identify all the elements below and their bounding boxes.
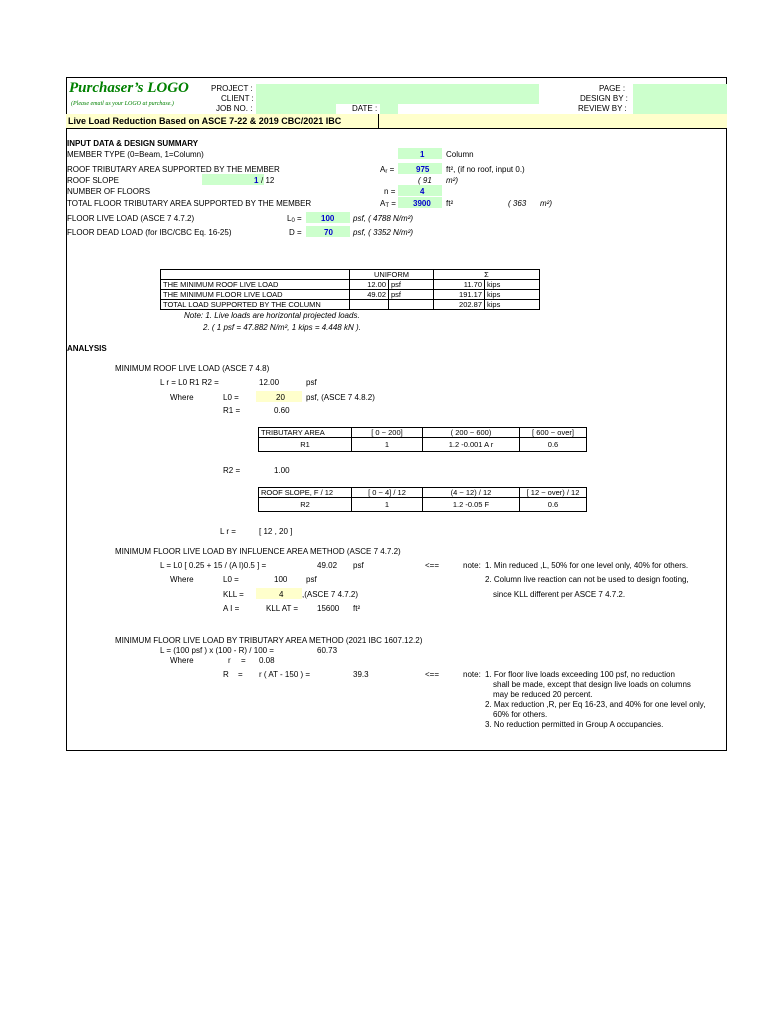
tributary-note-3: 3. No reduction permitted in Group A occupancies. — [485, 720, 664, 729]
floor-dead-label: FLOOR DEAD LOAD (for IBC/CBC Eq. 16-25) — [67, 228, 232, 237]
sheet-title: Live Load Reduction Based on ASCE 7-22 & 2019 CBC/2021 IBC — [68, 116, 342, 126]
job-label: JOB NO. : — [216, 104, 253, 113]
roof-live-title: MINIMUM ROOF LIVE LOAD (ASCE 7 4.8) — [115, 364, 270, 373]
lr-value: 12.00 — [259, 378, 280, 387]
influence-note-3: since KLL different per ASCE 7 4.7.2. — [493, 590, 626, 599]
note-label-1: note: — [463, 561, 481, 570]
r1-table: TRIBUTARY AREA [ 0 ~ 200] ( 200 ~ 600) [ 600 ~ over] R1 1 1.2 -0.001 A r 0.6 — [258, 427, 587, 452]
floor-live-symbol: L0 = — [287, 214, 302, 224]
floor-area-label: TOTAL FLOOR TRIBUTARY AREA SUPPORTED BY THE MEMBER — [67, 199, 312, 208]
big-r-symbol: R — [223, 670, 229, 679]
member-type-value: 1 — [420, 150, 425, 159]
client-label: CLIENT : — [221, 94, 254, 103]
influence-note-2: 2. Column live reaction can not be used to design footing, — [485, 575, 689, 584]
summary-table: UNIFORM Σ THE MINIMUM ROOF LIVE LOAD 12.00 psf 11.70 kips THE MINIMUM FLOOR LIVE LOAD 49.02 psf 191.17 kips TOTAL LOAD SUPPORTED BY THE COLUMN 202.87 kips — [160, 269, 540, 310]
floors-value: 4 — [420, 187, 425, 196]
roof-slope-value: 1 — [254, 176, 259, 185]
influence-unit: psf — [353, 561, 364, 570]
floor-dead-symbol: D = — [289, 228, 302, 237]
date-label: DATE : — [352, 104, 378, 113]
floor-area-metric-unit: m²) — [540, 199, 552, 208]
floor-live-label: FLOOR LIVE LOAD (ASCE 7 4.7.2) — [67, 214, 195, 223]
tributary-equation: L = (100 psf ) x (100 - R) / 100 = — [160, 646, 274, 655]
roof-area-metric-unit: m²) — [446, 176, 458, 185]
tributary-note-1: 1. For floor live loads exceeding 100 psf, no reduction — [485, 670, 675, 679]
summary-note-2: 2. ( 1 psf = 47.882 N/m², 1 kips = 4.448 kN ). — [203, 323, 361, 332]
project-label: PROJECT : — [211, 84, 253, 93]
input-section-heading: INPUT DATA & DESIGN SUMMARY — [67, 139, 199, 148]
r2-table: ROOF SLOPE, F / 12 [ 0 ~ 4] / 12 (4 ~ 12) / 12 [ 12 ~ over) / 12 R2 1 1.2 -0.05 F 0.6 — [258, 487, 587, 512]
r1-symbol: R1 = — [223, 406, 241, 415]
member-type-label: MEMBER TYPE (0=Beam, 1=Column) — [67, 150, 204, 159]
floor-area-symbol: AT = — [380, 199, 396, 209]
big-r-expression: r ( AT - 150 ) = — [259, 670, 311, 679]
analysis-heading: ANALYSIS — [67, 344, 107, 353]
floors-label: NUMBER OF FLOORS — [67, 187, 151, 196]
kll-symbol: KLL = — [223, 590, 244, 599]
where-label: Where — [170, 393, 194, 402]
member-type-text: Column — [446, 150, 474, 159]
floor-area-metric: ( 363 — [508, 199, 527, 208]
floor-live-unit: psf, ( 4788 N/m²) — [353, 214, 414, 223]
roof-area-metric: ( 91 — [418, 176, 432, 185]
ai-expression: KLL AT = — [266, 604, 299, 613]
r-symbol: r — [228, 656, 231, 665]
table-row: TOTAL LOAD SUPPORTED BY THE COLUMN 202.87 kips — [161, 300, 540, 310]
page-label: PAGE : — [599, 84, 626, 93]
tributary-note-1c: may be reduced 20 percent. — [493, 690, 593, 699]
tributary-note-1b: shall be made, except that design live loads on columns — [493, 680, 691, 689]
floor-dead-value: 70 — [324, 228, 333, 237]
job-no-field[interactable] — [256, 104, 336, 114]
r-value: 0.08 — [259, 656, 275, 665]
influence-value: 49.02 — [317, 561, 338, 570]
table-row: THE MINIMUM ROOF LIVE LOAD 12.00 psf 11.70 kips — [161, 280, 540, 290]
lr-equation: L r = L0 R1 R2 = — [160, 378, 219, 387]
tributary-note-2b: 60% for others. — [493, 710, 548, 719]
big-r-value: 39.3 — [353, 670, 369, 679]
date-field[interactable] — [380, 104, 398, 114]
roof-area-label: ROOF TRIBUTARY AREA SUPPORTED BY THE MEMBER — [67, 165, 280, 174]
ai-unit: ft² — [353, 604, 361, 613]
review-by-label: REVIEW BY : — [578, 104, 627, 113]
note-label-2: note: — [463, 670, 481, 679]
l0-reference: psf, (ASCE 7 4.8.2) — [306, 393, 375, 402]
influence-note-1: 1. Min reduced ,L, 50% for one level only, 40% for others. — [485, 561, 689, 570]
r2-value: 1.00 — [274, 466, 290, 475]
tributary-note-2: 2. Max reduction ,R, per Eq 16-23, and 40% for one level only, — [485, 700, 706, 709]
purchaser-logo: Purchaser’s LOGO — [69, 80, 189, 96]
floor-live-value: 100 — [321, 214, 335, 223]
summary-note-1: Note: 1. Live loads are horizontal projected loads. — [184, 311, 360, 320]
ai-value: 15600 — [317, 604, 340, 613]
kll-value: 4 — [279, 590, 284, 599]
page-design-review-fields[interactable] — [633, 84, 727, 114]
floor-area-value: 3900 — [413, 199, 431, 208]
where-label-2: Where — [170, 575, 194, 584]
l0-symbol-2: L0 = — [223, 575, 239, 584]
floor-dead-unit: psf, ( 3352 N/m²) — [353, 228, 414, 237]
logo-note: (Please email us your LOGO at purchase.) — [71, 101, 174, 107]
l0-unit-2: psf — [306, 575, 317, 584]
ai-symbol: A I = — [223, 604, 240, 613]
table-row: THE MINIMUM FLOOR LIVE LOAD 49.02 psf 191.17 kips — [161, 290, 540, 300]
kll-reference: ,(ASCE 7 4.7.2) — [302, 590, 359, 599]
where-label-3: Where — [170, 656, 194, 665]
l0-value-2: 100 — [274, 575, 288, 584]
r2-symbol: R2 = — [223, 466, 241, 475]
lr-range: [ 12 , 20 ] — [259, 527, 293, 536]
roof-slope-denominator: / 12 — [261, 176, 275, 185]
roof-area-symbol: Ar = — [380, 165, 395, 175]
arrow-2: <== — [425, 670, 440, 679]
influence-title: MINIMUM FLOOR LIVE LOAD BY INFLUENCE AREA METHOD (ASCE 7 4.7.2) — [115, 547, 401, 556]
design-by-label: DESIGN BY : — [580, 94, 628, 103]
lr-range-symbol: L r = — [220, 527, 236, 536]
lr-unit: psf — [306, 378, 317, 387]
project-client-field[interactable] — [256, 84, 539, 104]
r1-value: 0.60 — [274, 406, 290, 415]
l0-value: 20 — [276, 393, 285, 402]
roof-area-value: 975 — [416, 165, 430, 174]
l0-symbol: L0 = — [223, 393, 239, 402]
roof-area-unit: ft², (if no roof, input 0.) — [446, 165, 525, 174]
floors-symbol: n = — [384, 187, 396, 196]
tributary-value: 60.73 — [317, 646, 338, 655]
tributary-title: MINIMUM FLOOR LIVE LOAD BY TRIBUTARY AREA METHOD (2021 IBC 1607.12.2) — [115, 636, 423, 645]
floor-area-unit: ft² — [446, 199, 454, 208]
roof-slope-label: ROOF SLOPE — [67, 176, 120, 185]
influence-equation: L = L0 [ 0.25 + 15 / (A I)0.5 ] = — [160, 561, 267, 570]
arrow-1: <== — [425, 561, 440, 570]
